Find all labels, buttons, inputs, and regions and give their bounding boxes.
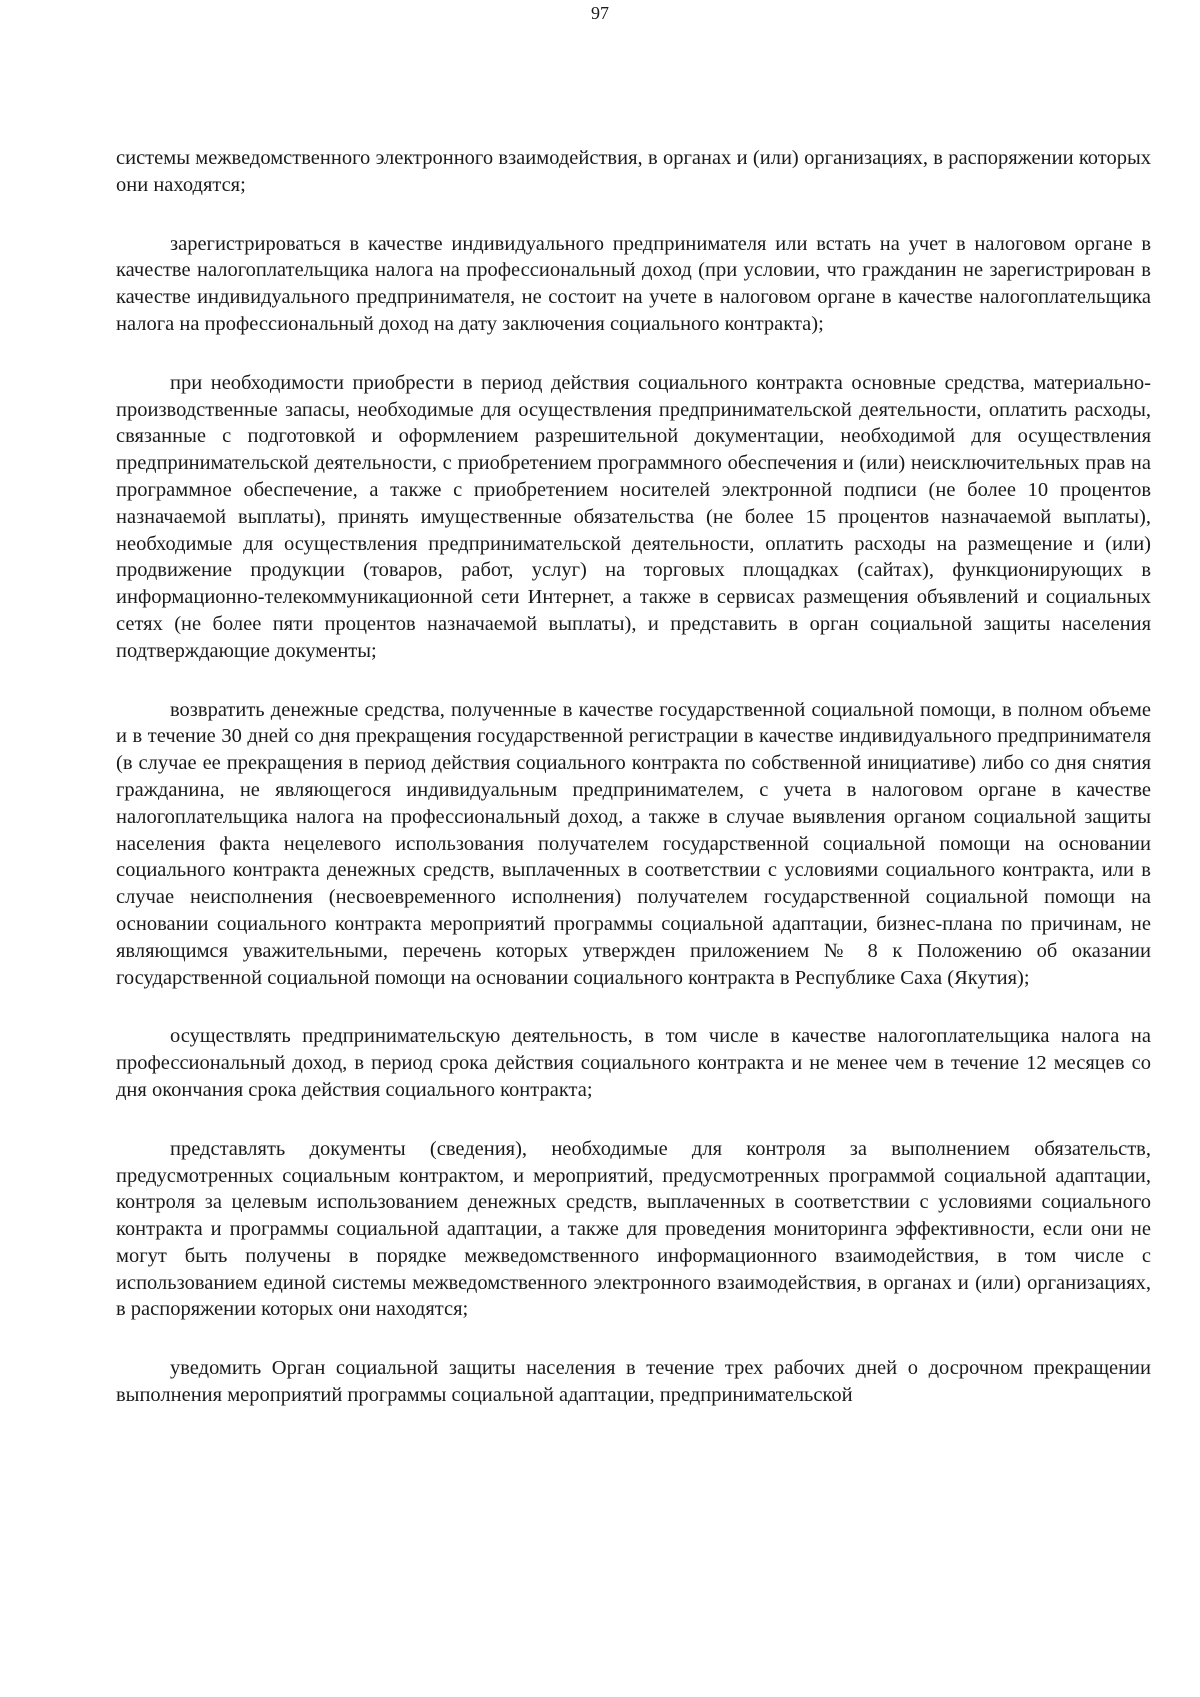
document-body — [116, 145, 1151, 1441]
paragraph-return-funds: возвратить денежные средства, полученные в качестве государственной социальной помощи, в полном объеме и в течение 30 дней со дня прекращения государственной регистрации в качестве индивидуального предпринимателя (в случае ее прекращения в период действия социального контракта по собственной инициативе) либо со дня снятия гражданина, не являющегося индивидуальным предпринимателем, с учета в налоговом органе в качестве налогоплательщика налога на профессиональный доход, а также в случае выявления органом социальной защиты населения факта нецелевого использования получателем государственной социальной помощи на основании социального контракта денежных средств, выплаченных в соответствии с условиями социального контракта, или в случае неисполнения (несвоевременного исполнения) получателем государственной социальной помощи на основании социального контракта мероприятий программы социальной адаптации, бизнес-плана по причинам, не являющимся уважительными, перечень которых утвержден приложением № 8 к Положению об оказании государственной социальной помощи на основании социального контракта в Республике Саха (Якутия); — [116, 698, 1151, 989]
paragraph-carry-out-activity: осуществлять предпринимательскую деятельность, в том числе в качестве налогоплательщика налога на профессиональный доход, в период срока действия социального контракта и не менее чем в течение 12 месяцев со дня окончания срока действия социального контракта; — [116, 1025, 1151, 1101]
paragraph-continuation: системы межведомственного электронного взаимодействия, в органах и (или) организациях, в распоряжении которых они находятся; — [116, 147, 1151, 196]
paragraph-submit-documents: представлять документы (сведения), необходимые для контроля за выполнением обязательств, предусмотренных социальным контрактом, и мероприятий, предусмотренных программой социальной адаптации, контроля за целевым использованием денежных средств, выплаченных в соответствии с условиями социального контракта и программы социальной адаптации, а также для проведения мониторинга эффективности, если они не могут быть получены в порядке межведомственного информационного взаимодействия, в том числе с использованием единой системы межведомственного электронного взаимодействия, в органах и (или) организациях, в распоряжении которых они находятся; — [116, 1137, 1151, 1321]
paragraph-notify-authority: уведомить Орган социальной защиты населения в течение трех рабочих дней о досрочном прекращении выполнения мероприятий программы социальной адаптации, предпринимательской — [116, 1357, 1151, 1407]
paragraph-register-entrepreneur: зарегистрироваться в качестве индивидуального предпринимателя или встать на учет в налоговом органе в качестве налогоплательщика налога на профессиональный доход (при условии, что гражданин не зарегистрирован в качестве индивидуального предпринимателя, не состоит на учете в налоговом органе в качестве налогоплательщика налога на профессиональный доход на дату заключения социального контракта); — [116, 232, 1151, 335]
paragraph-acquire-assets: при необходимости приобрести в период действия социального контракта основные средства, материально-производственные запасы, необходимые для осуществления предпринимательской деятельности, оплатить расходы, связанные с подготовкой и оформлением разрешительной документации, необходимой для осуществления предпринимательской деятельности, с приобретением программного обеспечения и (или) неисключительных прав на программное обеспечение, а также с приобретением носителей электронной подписи (не более 10 процентов назначаемой выплаты), принять имущественные обязательства (не более 15 процентов назначаемой выплаты), необходимые для осуществления предпринимательской деятельности, оплатить расходы на размещение и (или) продвижение продукции (товаров, работ, услуг) на торговых площадках (сайтах), функционирующих в информационно-телекоммуникационной сети Интернет, а также в сервисах размещения объявлений и социальных сетях (не более пяти процентов назначаемой выплаты), и представить в орган социальной защиты населения подтверждающие документы; — [116, 371, 1151, 662]
page-number: 97 — [591, 3, 609, 23]
